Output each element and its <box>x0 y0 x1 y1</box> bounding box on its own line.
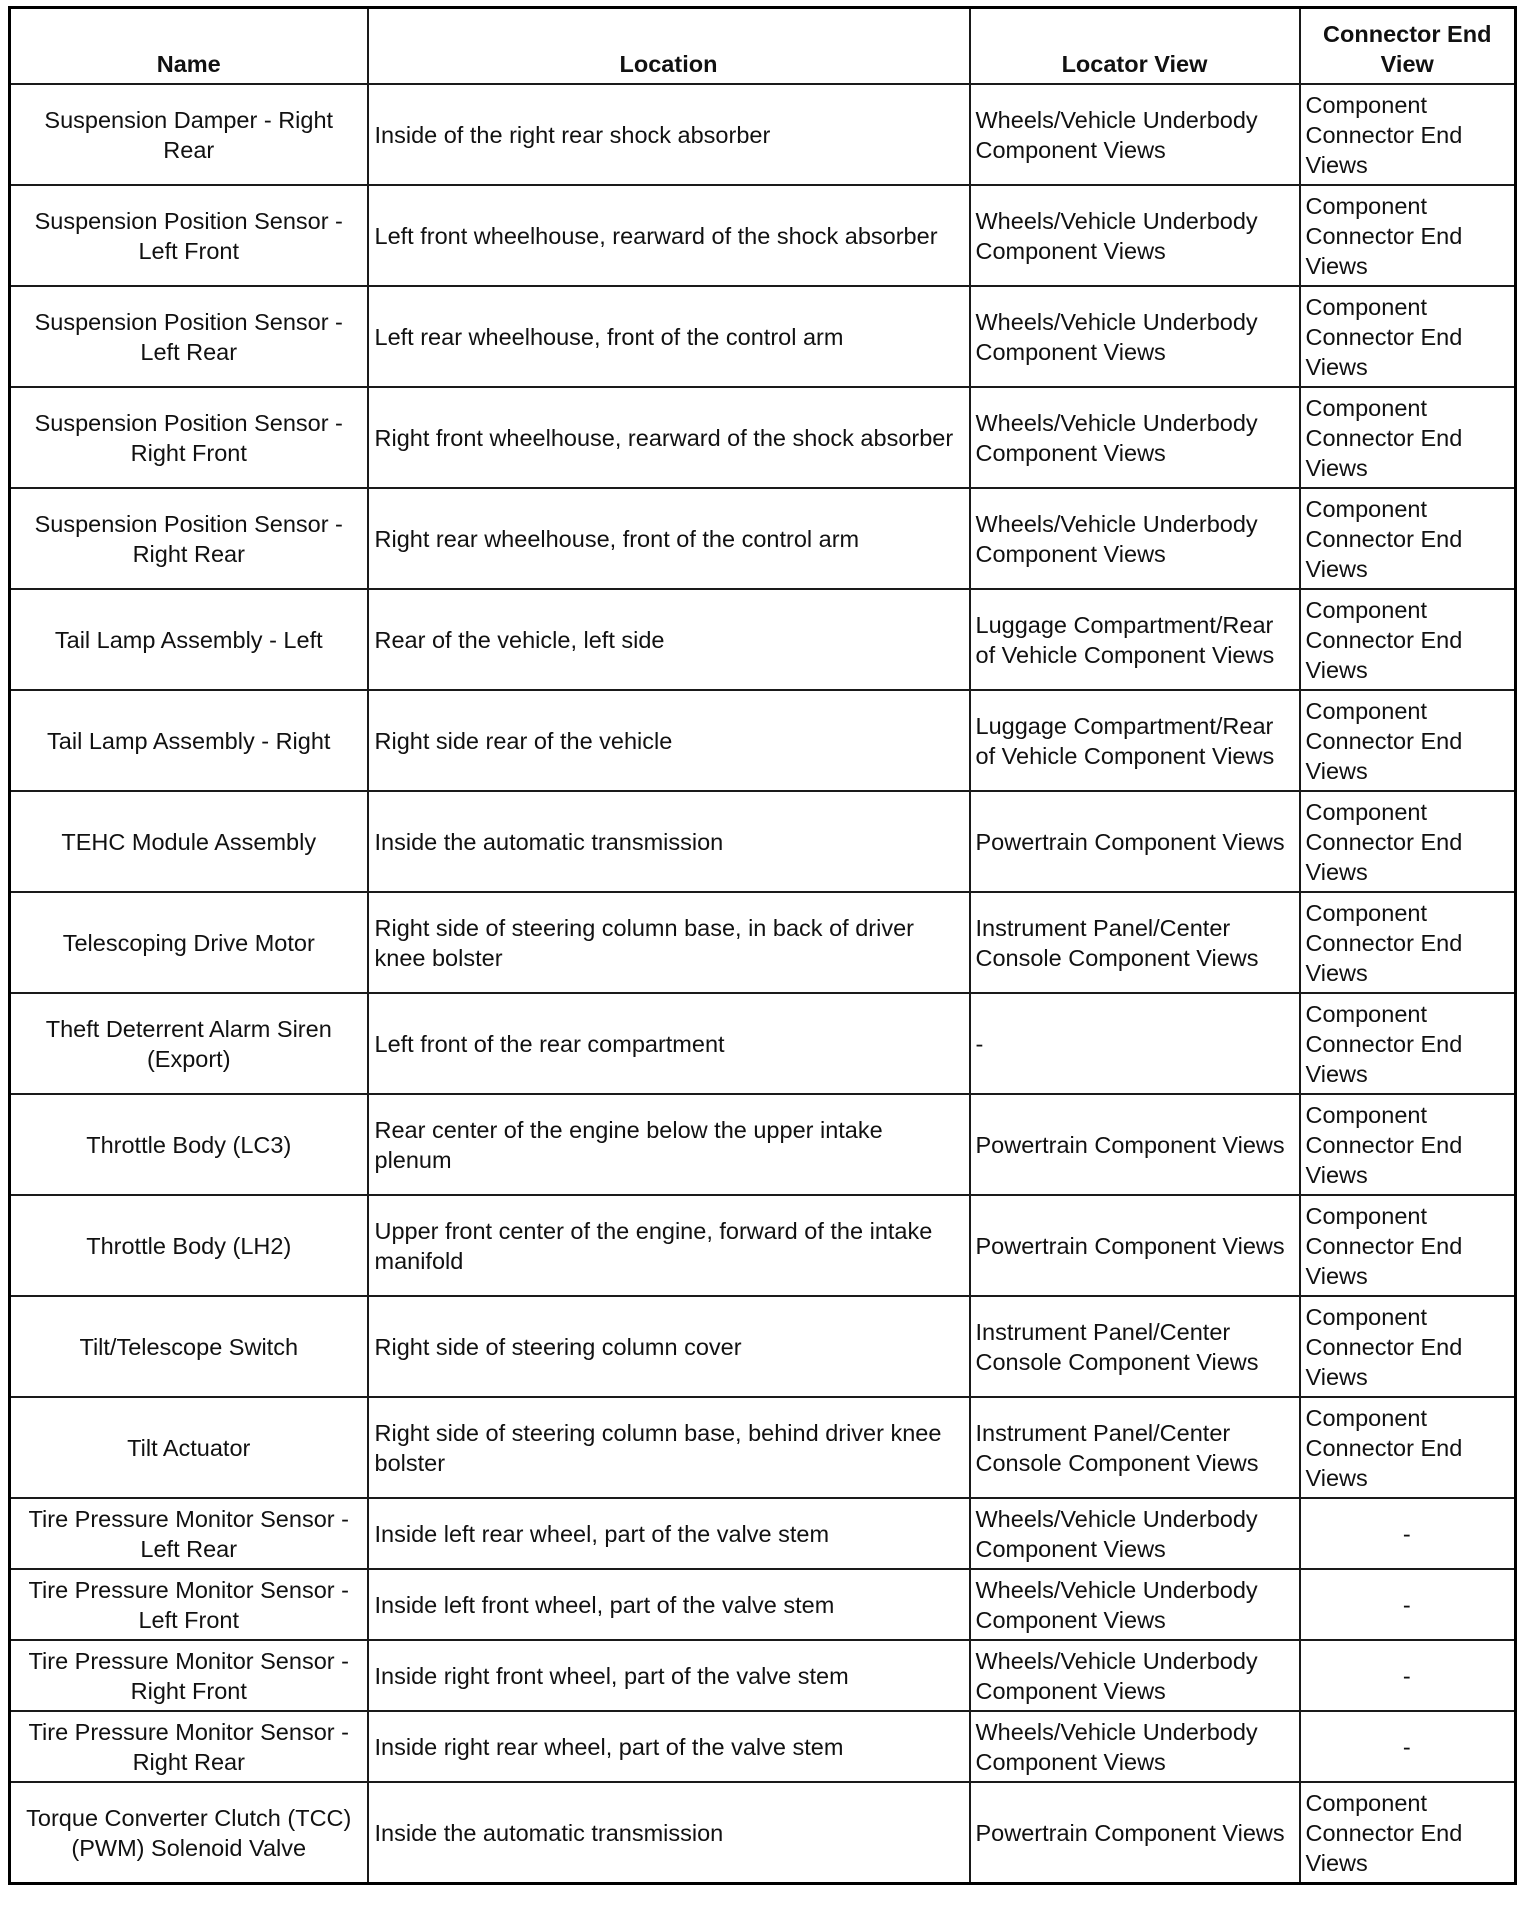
cell-location: Right side of steering column cover <box>368 1296 970 1397</box>
cell-locator-view: Wheels/Vehicle Underbody Component Views <box>970 185 1300 286</box>
cell-name: Suspension Position Sensor - Right Front <box>10 387 368 488</box>
cell-name: Tail Lamp Assembly - Left <box>10 589 368 690</box>
table-row <box>10 488 1516 589</box>
cell-name: Tire Pressure Monitor Sensor - Right Front <box>10 1640 368 1711</box>
cell-connector-end-view: Component Connector End Views <box>1300 185 1516 286</box>
cell-connector-end-view: Component Connector End Views <box>1300 1296 1516 1397</box>
cell-location: Right front wheelhouse, rearward of the shock absorber <box>368 387 970 488</box>
cell-name: Suspension Damper - Right Rear <box>10 84 368 185</box>
cell-location: Inside right rear wheel, part of the valve stem <box>368 1711 970 1782</box>
table-row <box>10 387 1516 488</box>
cell-connector-end-view: Component Connector End Views <box>1300 690 1516 791</box>
cell-locator-view: Luggage Compartment/Rear of Vehicle Component Views <box>970 690 1300 791</box>
cell-name: Suspension Position Sensor - Left Front <box>10 185 368 286</box>
component-locator-table-wrapper <box>8 6 1514 1885</box>
cell-location: Right side of steering column base, in back of driver knee bolster <box>368 892 970 993</box>
cell-location: Inside left rear wheel, part of the valve stem <box>368 1498 970 1569</box>
cell-locator-view: Powertrain Component Views <box>970 1094 1300 1195</box>
cell-name: TEHC Module Assembly <box>10 791 368 892</box>
cell-locator-view: Instrument Panel/Center Console Component Views <box>970 1397 1300 1498</box>
cell-name: Tire Pressure Monitor Sensor - Right Rear <box>10 1711 368 1782</box>
table-row <box>10 1397 1516 1498</box>
cell-locator-view: Powertrain Component Views <box>970 1195 1300 1296</box>
cell-name: Throttle Body (LC3) <box>10 1094 368 1195</box>
cell-connector-end-view: Component Connector End Views <box>1300 791 1516 892</box>
table-row <box>10 286 1516 387</box>
table-row <box>10 892 1516 993</box>
cell-connector-end-view: - <box>1300 1711 1516 1782</box>
cell-name: Suspension Position Sensor - Left Rear <box>10 286 368 387</box>
table-row <box>10 993 1516 1094</box>
table-row <box>10 1195 1516 1296</box>
cell-name: Throttle Body (LH2) <box>10 1195 368 1296</box>
table-row <box>10 589 1516 690</box>
header-connector-end-view: Connector End View <box>1300 8 1516 85</box>
cell-locator-view: Wheels/Vehicle Underbody Component Views <box>970 387 1300 488</box>
cell-connector-end-view: - <box>1300 1569 1516 1640</box>
cell-locator-view: Powertrain Component Views <box>970 791 1300 892</box>
cell-location: Right side rear of the vehicle <box>368 690 970 791</box>
cell-name: Suspension Position Sensor - Right Rear <box>10 488 368 589</box>
cell-connector-end-view: Component Connector End Views <box>1300 589 1516 690</box>
table-row <box>10 690 1516 791</box>
cell-connector-end-view: Component Connector End Views <box>1300 488 1516 589</box>
table-row <box>10 1296 1516 1397</box>
table-header-row <box>10 8 1516 85</box>
cell-locator-view: Wheels/Vehicle Underbody Component Views <box>970 1498 1300 1569</box>
cell-locator-view: Wheels/Vehicle Underbody Component Views <box>970 1569 1300 1640</box>
cell-locator-view: - <box>970 993 1300 1094</box>
cell-location: Rear center of the engine below the upper intake plenum <box>368 1094 970 1195</box>
cell-location: Right side of steering column base, behind driver knee bolster <box>368 1397 970 1498</box>
cell-connector-end-view: - <box>1300 1640 1516 1711</box>
table-row <box>10 1498 1516 1569</box>
cell-connector-end-view: Component Connector End Views <box>1300 993 1516 1094</box>
cell-locator-view: Wheels/Vehicle Underbody Component Views <box>970 84 1300 185</box>
table-row <box>10 1569 1516 1640</box>
cell-location: Upper front center of the engine, forward of the intake manifold <box>368 1195 970 1296</box>
cell-connector-end-view: Component Connector End Views <box>1300 892 1516 993</box>
cell-locator-view: Instrument Panel/Center Console Component Views <box>970 892 1300 993</box>
cell-name: Theft Deterrent Alarm Siren (Export) <box>10 993 368 1094</box>
cell-locator-view: Powertrain Component Views <box>970 1782 1300 1884</box>
cell-locator-view: Luggage Compartment/Rear of Vehicle Component Views <box>970 589 1300 690</box>
cell-connector-end-view: Component Connector End Views <box>1300 286 1516 387</box>
cell-name: Tilt Actuator <box>10 1397 368 1498</box>
cell-location: Inside the automatic transmission <box>368 791 970 892</box>
table-row <box>10 185 1516 286</box>
cell-connector-end-view: Component Connector End Views <box>1300 1094 1516 1195</box>
cell-locator-view: Wheels/Vehicle Underbody Component Views <box>970 1711 1300 1782</box>
cell-location: Left rear wheelhouse, front of the control arm <box>368 286 970 387</box>
cell-connector-end-view: Component Connector End Views <box>1300 387 1516 488</box>
cell-location: Left front of the rear compartment <box>368 993 970 1094</box>
table-row <box>10 84 1516 185</box>
cell-locator-view: Wheels/Vehicle Underbody Component Views <box>970 286 1300 387</box>
cell-connector-end-view: Component Connector End Views <box>1300 1195 1516 1296</box>
component-locator-table <box>8 6 1517 1885</box>
cell-name: Torque Converter Clutch (TCC) (PWM) Solenoid Valve <box>10 1782 368 1884</box>
cell-name: Tire Pressure Monitor Sensor - Left Front <box>10 1569 368 1640</box>
cell-locator-view: Wheels/Vehicle Underbody Component Views <box>970 488 1300 589</box>
cell-location: Rear of the vehicle, left side <box>368 589 970 690</box>
cell-connector-end-view: Component Connector End Views <box>1300 84 1516 185</box>
cell-name: Tilt/Telescope Switch <box>10 1296 368 1397</box>
cell-connector-end-view: Component Connector End Views <box>1300 1782 1516 1884</box>
cell-location: Inside the automatic transmission <box>368 1782 970 1884</box>
cell-location: Inside left front wheel, part of the valve stem <box>368 1569 970 1640</box>
cell-location: Inside of the right rear shock absorber <box>368 84 970 185</box>
header-name: Name <box>10 8 368 85</box>
table-row <box>10 791 1516 892</box>
header-location: Location <box>368 8 970 85</box>
cell-name: Tire Pressure Monitor Sensor - Left Rear <box>10 1498 368 1569</box>
cell-location: Left front wheelhouse, rearward of the shock absorber <box>368 185 970 286</box>
cell-name: Tail Lamp Assembly - Right <box>10 690 368 791</box>
table-row <box>10 1782 1516 1884</box>
cell-connector-end-view: Component Connector End Views <box>1300 1397 1516 1498</box>
cell-connector-end-view: - <box>1300 1498 1516 1569</box>
cell-location: Right rear wheelhouse, front of the control arm <box>368 488 970 589</box>
cell-name: Telescoping Drive Motor <box>10 892 368 993</box>
header-locator-view: Locator View <box>970 8 1300 85</box>
table-row <box>10 1711 1516 1782</box>
table-row <box>10 1640 1516 1711</box>
cell-locator-view: Wheels/Vehicle Underbody Component Views <box>970 1640 1300 1711</box>
table-row <box>10 1094 1516 1195</box>
cell-locator-view: Instrument Panel/Center Console Component Views <box>970 1296 1300 1397</box>
cell-location: Inside right front wheel, part of the valve stem <box>368 1640 970 1711</box>
